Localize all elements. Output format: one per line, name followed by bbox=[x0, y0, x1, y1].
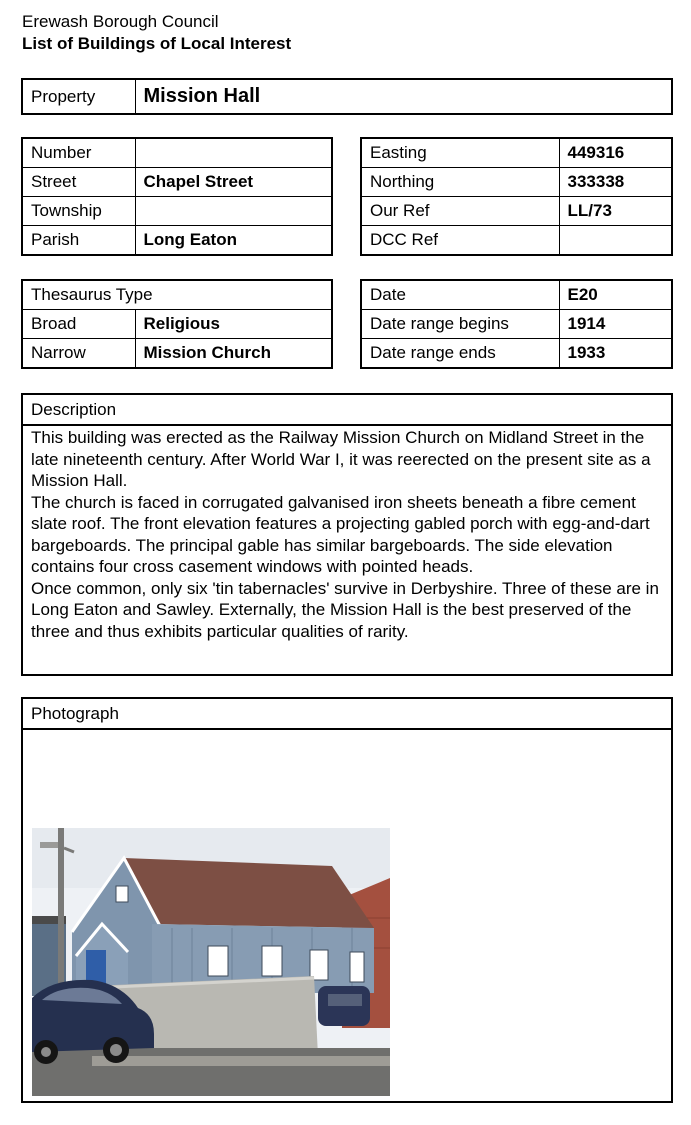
description-paragraph: This building was erected as the Railway Mission Church on Midland Street in the late nineteenth century. After World War I, it was reerected on the present site as a Mission Hall. bbox=[31, 428, 651, 490]
northing-value: 333338 bbox=[559, 168, 672, 197]
table-row bbox=[22, 226, 332, 256]
our-ref-value: LL/73 bbox=[559, 197, 672, 226]
number-value bbox=[135, 138, 332, 168]
street-value: Chapel Street bbox=[135, 168, 332, 197]
table-row bbox=[361, 226, 672, 256]
property-name: Mission Hall bbox=[135, 79, 672, 114]
date-ends-label: Date range ends bbox=[361, 339, 559, 369]
address-table bbox=[21, 137, 333, 256]
narrow-label: Narrow bbox=[22, 339, 135, 369]
northing-label: Northing bbox=[361, 168, 559, 197]
table-row bbox=[22, 197, 332, 226]
table-row bbox=[22, 339, 332, 369]
description-panel bbox=[21, 393, 673, 676]
our-ref-label: Our Ref bbox=[361, 197, 559, 226]
parish-value: Long Eaton bbox=[135, 226, 332, 256]
township-value bbox=[135, 197, 332, 226]
date-value: E20 bbox=[559, 280, 672, 310]
table-row bbox=[361, 138, 672, 168]
table-row bbox=[361, 197, 672, 226]
date-label: Date bbox=[361, 280, 559, 310]
photograph-panel bbox=[21, 697, 673, 1103]
description-body bbox=[23, 426, 671, 642]
date-table bbox=[360, 279, 673, 369]
broad-value: Religious bbox=[135, 310, 332, 339]
property-row bbox=[22, 79, 672, 114]
thesaurus-heading: Thesaurus Type bbox=[22, 280, 332, 310]
easting-value: 449316 bbox=[559, 138, 672, 168]
property-label: Property bbox=[22, 79, 135, 114]
broad-label: Broad bbox=[22, 310, 135, 339]
narrow-value: Mission Church bbox=[135, 339, 332, 369]
thesaurus-table bbox=[21, 279, 333, 369]
table-row bbox=[361, 339, 672, 369]
table-row bbox=[22, 280, 332, 310]
council-name: Erewash Borough Council bbox=[22, 12, 219, 31]
description-heading: Description bbox=[23, 395, 671, 426]
parish-label: Parish bbox=[22, 226, 135, 256]
mission-hall-photo bbox=[32, 828, 390, 1096]
table-row bbox=[22, 310, 332, 339]
easting-label: Easting bbox=[361, 138, 559, 168]
description-paragraph: Once common, only six 'tin tabernacles' survive in Derbyshire. Three of these are in Long Eaton and Sawley. Externally, the Mission Hall is the best preserved of the three and thus exhibits particular qualities of rarity. bbox=[31, 578, 659, 641]
table-row bbox=[22, 168, 332, 197]
dcc-ref-label: DCC Ref bbox=[361, 226, 559, 256]
street-label: Street bbox=[22, 168, 135, 197]
date-begins-label: Date range begins bbox=[361, 310, 559, 339]
dcc-ref-value bbox=[559, 226, 672, 256]
township-label: Township bbox=[22, 197, 135, 226]
grid-ref-table bbox=[360, 137, 673, 256]
table-row bbox=[361, 168, 672, 197]
list-title: List of Buildings of Local Interest bbox=[22, 34, 292, 53]
photograph-heading: Photograph bbox=[23, 699, 671, 730]
table-row bbox=[361, 280, 672, 310]
number-label: Number bbox=[22, 138, 135, 168]
table-row bbox=[361, 310, 672, 339]
table-row bbox=[22, 138, 332, 168]
property-table bbox=[21, 78, 673, 115]
date-begins-value: 1914 bbox=[559, 310, 672, 339]
description-paragraph: The church is faced in corrugated galvanised iron sheets beneath a fibre cement slate roof. The front elevation features a projecting gabled porch with egg-and-dart bargeboards. The principal gable has similar bargeboards. The side elevation contains four cross casement windows with pointed heads. bbox=[31, 492, 650, 576]
date-ends-value: 1933 bbox=[559, 339, 672, 369]
